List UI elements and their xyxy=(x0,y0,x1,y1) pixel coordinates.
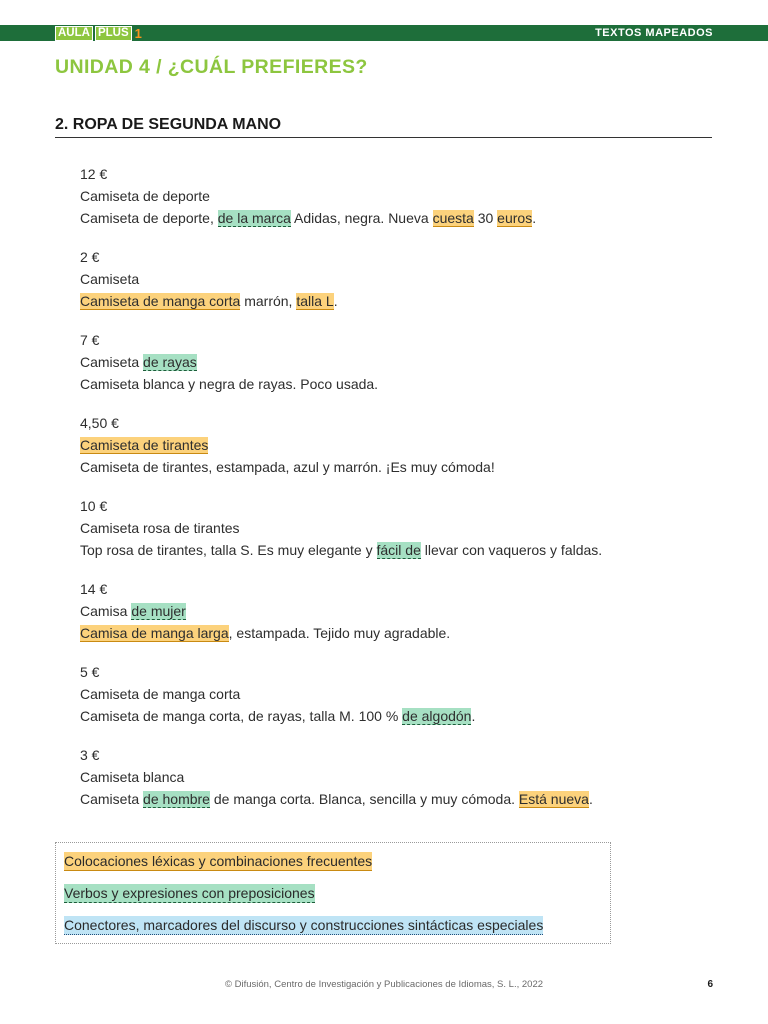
legend-item-collocations: Colocaciones léxicas y combinaciones frecuentes xyxy=(64,853,373,869)
logo-part-aula: AULA xyxy=(55,26,93,41)
listing-title: Camiseta rosa de tirantes xyxy=(80,520,240,536)
highlight-collocation: Camiseta de manga corta xyxy=(80,293,241,309)
text-segment: Camiseta de deporte, xyxy=(80,210,218,226)
text-segment: Camisa xyxy=(80,603,132,619)
text-segment: Top rosa de tirantes, talla S. Es muy elegante y xyxy=(80,542,377,558)
listing-description xyxy=(80,207,720,229)
listing-item xyxy=(80,744,720,810)
section-label: TEXTOS MAPEADOS xyxy=(595,27,713,39)
listing-title xyxy=(80,600,720,622)
copyright-footer: © Difusión, Centro de Investigación y Publicaciones de Idiomas, S. L., 2022 xyxy=(224,979,544,990)
text-segment: Camiseta de tirantes, estampada, azul y marrón. ¡Es muy cómoda! xyxy=(80,459,495,475)
text-segment: Camiseta de manga corta, de rayas, talla M. 100 % xyxy=(80,708,403,724)
logo-level-number: 1 xyxy=(134,25,142,41)
text-segment: . xyxy=(471,708,476,724)
listing-price: 2 € xyxy=(80,249,100,265)
listing-title: Camiseta blanca xyxy=(80,769,185,785)
highlight-preposition: de algodón xyxy=(402,708,472,724)
listing-item xyxy=(80,163,720,229)
highlight-preposition: de mujer xyxy=(131,603,186,619)
listing-price: 10 € xyxy=(80,498,108,514)
page-number: 6 xyxy=(707,979,713,990)
listing-item xyxy=(80,329,720,395)
listing-item xyxy=(80,578,720,644)
highlight-preposition: de hombre xyxy=(143,791,210,807)
listing-item xyxy=(80,412,720,478)
listing-description xyxy=(80,539,720,561)
listing-price: 3 € xyxy=(80,747,100,763)
text-segment: Camiseta blanca y negra de rayas. Poco usada. xyxy=(80,376,379,392)
logo-part-plus: PLUS xyxy=(95,26,132,41)
text-segment: llevar con vaqueros y faldas. xyxy=(420,542,603,558)
listing-price: 4,50 € xyxy=(80,415,119,431)
highlight-collocation: Camiseta de tirantes xyxy=(80,437,209,453)
legend-item-prepositions: Verbos y expresiones con preposiciones xyxy=(64,885,315,901)
listing-title: Camiseta xyxy=(80,271,140,287)
text-segment: marrón, xyxy=(240,293,297,309)
text-segment: Camiseta xyxy=(80,354,144,370)
highlight-preposition: fácil de xyxy=(376,542,421,558)
text-segment: de manga corta. Blanca, sencilla y muy cómoda. xyxy=(209,791,519,807)
listing-item xyxy=(80,246,720,312)
text-segment: . xyxy=(588,791,593,807)
text-segment: . xyxy=(532,210,537,226)
listing-title xyxy=(80,351,720,373)
highlight-collocation: Está nueva xyxy=(518,791,589,807)
section-title: 2. ROPA DE SEGUNDA MANO xyxy=(55,116,712,138)
listing-price: 12 € xyxy=(80,166,108,182)
highlight-collocation: talla L xyxy=(296,293,334,309)
text-segment: Camiseta xyxy=(80,791,144,807)
listing-item xyxy=(80,661,720,727)
text-segment: 30 xyxy=(473,210,498,226)
text-segment: Adidas, negra. Nueva xyxy=(290,210,433,226)
listing-title: Camiseta de deporte xyxy=(80,188,210,204)
listing-item xyxy=(80,495,720,561)
listings-list xyxy=(80,163,720,827)
highlight-preposition: de rayas xyxy=(143,354,197,370)
unit-title: UNIDAD 4 / ¿CUÁL PREFIERES? xyxy=(55,56,368,78)
text-segment: . xyxy=(333,293,338,309)
listing-description xyxy=(80,373,720,395)
listing-description xyxy=(80,788,720,810)
highlight-preposition: de la marca xyxy=(217,210,291,226)
legend-item-connectors: Conectores, marcadores del discurso y construcciones sintácticas especiales xyxy=(64,917,544,933)
listing-title: Camiseta de manga corta xyxy=(80,686,241,702)
highlight-collocation: Camisa de manga larga xyxy=(80,625,229,641)
highlight-collocation: cuesta xyxy=(432,210,474,226)
listing-description xyxy=(80,456,720,478)
listing-description xyxy=(80,622,720,644)
aula-plus-logo xyxy=(55,26,142,40)
listing-title xyxy=(80,434,720,456)
listing-description xyxy=(80,705,720,727)
highlight-legend xyxy=(55,842,611,944)
listing-description xyxy=(80,290,720,312)
listing-price: 14 € xyxy=(80,581,108,597)
listing-price: 7 € xyxy=(80,332,100,348)
text-segment: , estampada. Tejido muy agradable. xyxy=(228,625,451,641)
highlight-collocation: euros xyxy=(497,210,533,226)
listing-price: 5 € xyxy=(80,664,100,680)
